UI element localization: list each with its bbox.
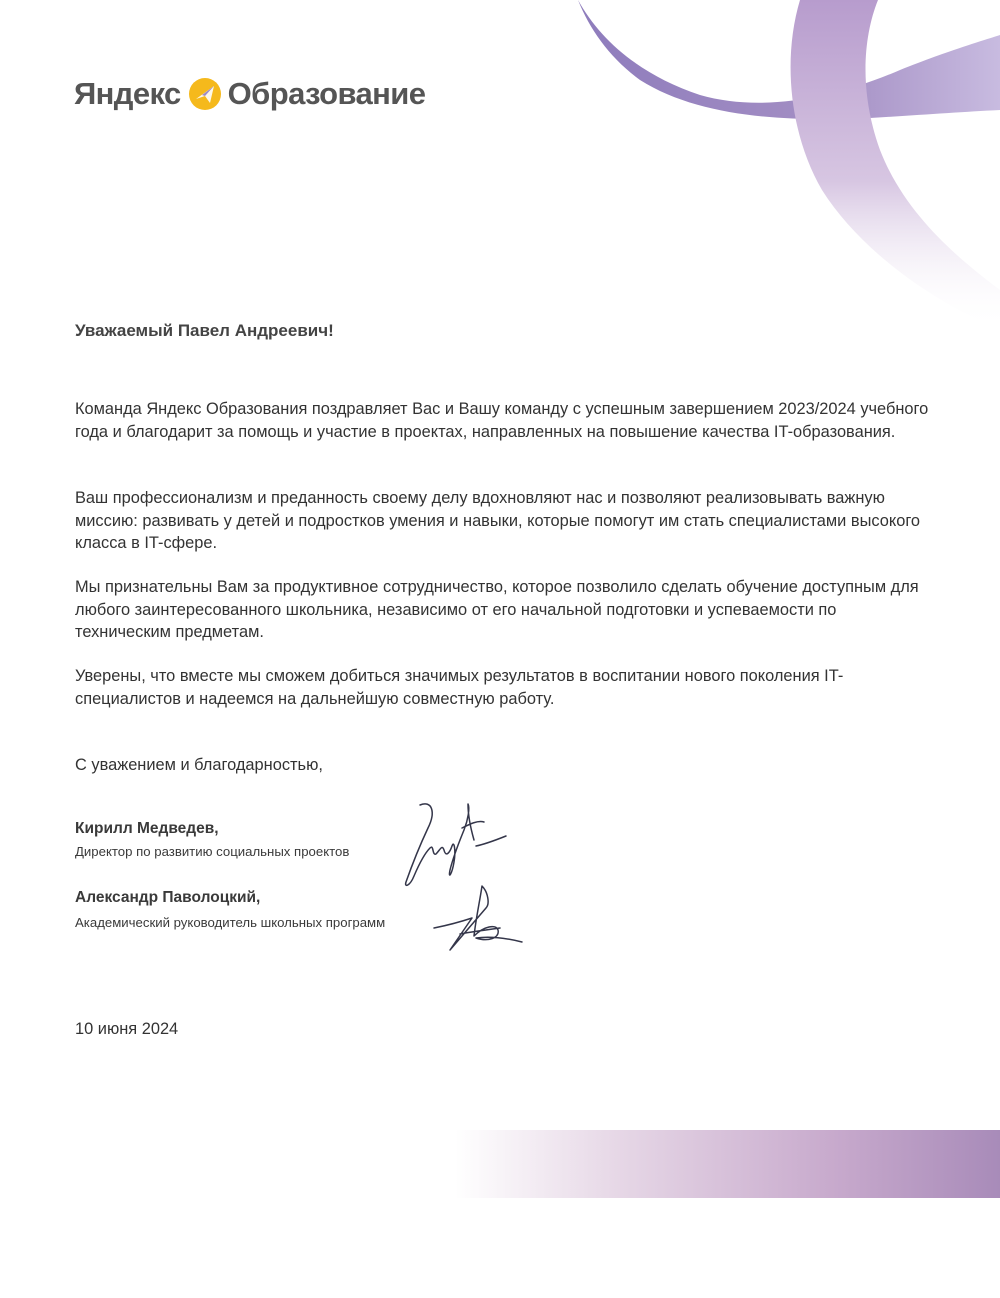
paragraph-2: Ваш профессионализм и преданность своему делу вдохновляют нас и позволяют реализовывать важную миссию: развивать у детей и подростков умения и навыки, которые помогут им стать специалистами высокого класса в IT-сфере. — [75, 489, 921, 552]
paragraph-1: Команда Яндекс Образования поздравляет Вас и Вашу команду с успешным завершением 2023/2024 учебного года и благодарит за помощь и участие в проектах, направленных на повышение качества IT-образования. — [75, 400, 929, 441]
closing-line: С уважением и благодарностью, — [75, 756, 323, 774]
signatory-1-role: Директор по развитию социальных проектов — [75, 844, 350, 859]
signatory-1-name: Кирилл Медведев, — [75, 820, 219, 837]
logo-text-yandex: Яндекс — [74, 76, 181, 111]
paragraph-3: Мы признательны Вам за продуктивное сотрудничество, которое позволило сделать обучение доступным для любого заинтересованного школьника, независимо от его начальной подготовки и успеваемости по техническим предметам. — [75, 578, 919, 641]
greeting: Уважаемый Павел Андреевич! — [75, 321, 334, 340]
signatory-2-role: Академический руководитель школьных программ — [75, 915, 386, 930]
logo-emblem-icon — [188, 77, 222, 111]
signatory-2-name: Александр Паволоцкий, — [75, 889, 261, 906]
decorative-bottom-band — [455, 1130, 1000, 1198]
letter-date: 10 июня 2024 — [75, 1020, 179, 1038]
decorative-ribbon — [0, 0, 1000, 330]
signature-2 — [430, 878, 530, 954]
yandex-education-logo — [74, 72, 425, 116]
paragraph-4: Уверены, что вместе мы сможем добиться значимых результатов в воспитании нового поколения IT-специалистов и надеемся на дальнейшую совместную работу. — [75, 667, 844, 708]
logo-text-education: Образование — [227, 76, 426, 111]
